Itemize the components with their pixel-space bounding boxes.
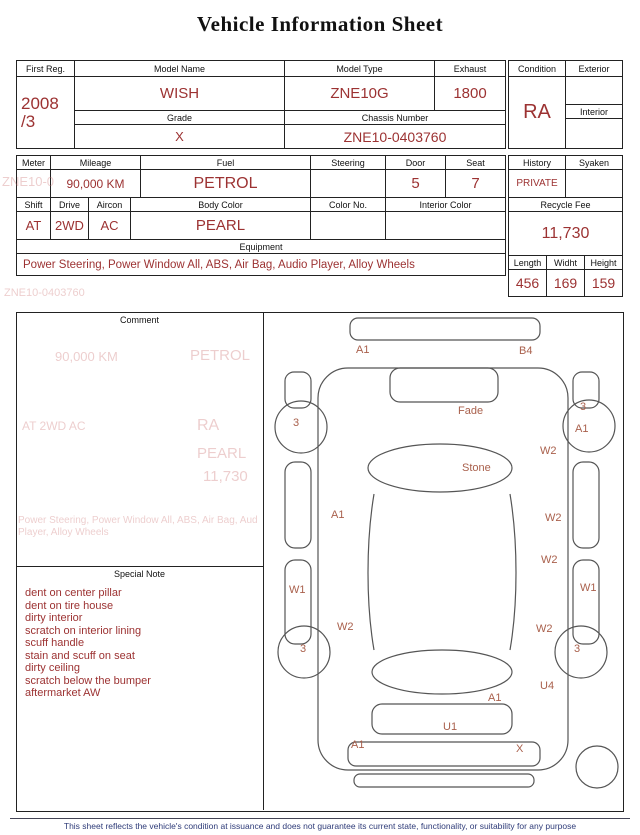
table-recycle-fee — [508, 198, 623, 256]
footer-divider — [10, 818, 630, 819]
seat-label: Seat — [446, 156, 506, 170]
right-front-door-panel-shape — [573, 462, 599, 548]
special-note-item: aftermarket AW — [25, 687, 101, 699]
car-outline-drawing — [270, 312, 634, 812]
damage-mark: A1 — [488, 692, 502, 704]
damage-mark: 3 — [293, 417, 300, 429]
damage-mark: W2 — [337, 621, 354, 633]
color-no-value-empty — [311, 212, 386, 240]
ghost-text: Player, Alloy Wheels — [18, 527, 109, 538]
special-note-item: dirty ceiling — [25, 662, 81, 674]
left-front-door-panel-shape — [285, 462, 311, 548]
drive-label: Drive — [51, 198, 89, 212]
first-reg-label: First Reg. — [17, 61, 75, 77]
damage-mark: B4 — [519, 345, 533, 357]
right-rear-door-panel-shape — [573, 560, 599, 644]
rear-window-shape — [372, 650, 512, 694]
height-value: 159 — [585, 270, 623, 297]
first-reg-year: 2008 — [21, 93, 59, 113]
front-bumper-shape — [350, 318, 540, 340]
footer-disclaimer: This sheet reflects the vehicle's condition at issuance and does not guarantee its current state, functionality, or suitability for any purpose — [63, 821, 577, 831]
body-color-value: PEARL — [131, 212, 311, 240]
chassis-label: Chassis Number — [285, 111, 506, 125]
ghost-text: ZNE10-0 — [2, 174, 55, 189]
damage-mark: 3 — [574, 643, 581, 655]
special-note-list — [16, 587, 263, 700]
aircon-label: Aircon — [89, 198, 131, 212]
ghost-text: AT 2WD AC — [22, 419, 86, 433]
table-registration — [16, 60, 506, 149]
ghost-text: PETROL — [190, 347, 251, 364]
aircon-value: AC — [89, 212, 131, 240]
condition-value: RA — [509, 77, 566, 149]
width-value: 169 — [547, 270, 585, 297]
mileage-value: 90,000 KM — [51, 170, 141, 198]
interior-label: Interior — [566, 105, 623, 119]
ghost-text: PEARL — [197, 445, 247, 462]
special-note-item: scuff handle — [25, 637, 85, 649]
door-label: Door — [386, 156, 446, 170]
damage-mark: W2 — [541, 554, 558, 566]
right-roof-rail-shape — [510, 494, 516, 650]
special-note-item: scratch on interior lining — [25, 624, 142, 637]
drive-value: 2WD — [51, 212, 89, 240]
length-value: 456 — [509, 270, 547, 297]
special-note-item: dent on tire house — [25, 599, 114, 612]
damage-mark: A1 — [575, 423, 589, 435]
left-roof-rail-shape — [368, 494, 374, 650]
fuel-value: PETROL — [141, 170, 311, 198]
car-damage-diagram — [270, 312, 634, 812]
color-no-label: Color No. — [311, 198, 386, 212]
damage-mark: A1 — [351, 739, 365, 751]
exterior-value-empty — [566, 77, 623, 105]
exhaust-value: 1800 — [435, 77, 506, 111]
spare-tire-shape — [576, 746, 618, 788]
table-history — [508, 155, 623, 198]
recycle-fee-value: 11,730 — [509, 212, 623, 256]
table-dimensions — [508, 256, 623, 297]
first-reg-value — [17, 77, 75, 149]
damage-mark: W1 — [289, 584, 306, 596]
height-label: Height — [585, 256, 623, 270]
body-color-label: Body Color — [131, 198, 311, 212]
condition-label: Condition — [509, 61, 566, 77]
ghost-text: 11,730 — [203, 468, 248, 485]
meter-label: Meter — [17, 156, 51, 170]
lower-rear-strip-shape — [354, 774, 534, 787]
grade-label: Grade — [75, 111, 285, 125]
table-equipment — [16, 240, 506, 276]
page-title: Vehicle Information Sheet — [196, 12, 444, 36]
special-note-label: Special Note — [113, 569, 166, 579]
door-value: 5 — [386, 170, 446, 198]
exterior-label: Exterior — [566, 61, 623, 77]
equipment-label: Equipment — [17, 240, 506, 254]
interior-color-label: Interior Color — [386, 198, 506, 212]
steering-label: Steering — [311, 156, 386, 170]
rear-hatch-shape — [372, 704, 512, 734]
syaken-label: Syaken — [566, 156, 623, 170]
damage-mark: W2 — [545, 512, 562, 524]
damage-mark: X — [516, 743, 524, 755]
interior-value-empty — [566, 119, 623, 149]
chassis-value: ZNE10-0403760 — [285, 125, 506, 149]
grade-value: X — [75, 125, 285, 149]
damage-mark: W2 — [536, 623, 553, 635]
table-spec-row2 — [16, 198, 506, 240]
special-note-item: stain and scuff on seat — [25, 649, 135, 662]
interior-color-value-empty — [386, 212, 506, 240]
ghost-text: Power Steering, Power Window All, ABS, Air Bag, Aud — [18, 515, 258, 526]
damage-mark: W1 — [580, 582, 597, 594]
damage-mark: W2 — [540, 445, 557, 457]
model-name-value: WISH — [75, 77, 285, 111]
mileage-label: Mileage — [51, 156, 141, 170]
ghost-text: ZNE10-0403760 — [4, 287, 85, 299]
rear-right-wheel-shape — [555, 626, 607, 678]
special-note-item: scratch below the bumper — [25, 674, 151, 687]
syaken-value-empty — [566, 170, 623, 198]
history-label: History — [509, 156, 566, 170]
meter-value-empty — [17, 170, 51, 198]
comment-box — [16, 312, 264, 567]
length-label: Length — [509, 256, 547, 270]
damage-mark: 3 — [580, 401, 587, 413]
recycle-fee-label: Recycle Fee — [509, 198, 623, 212]
damage-mark: A1 — [331, 509, 345, 521]
front-left-wheel-shape — [275, 401, 327, 453]
ghost-text: RA — [197, 417, 220, 434]
special-note-item: dent on center pillar — [25, 587, 122, 599]
shift-label: Shift — [17, 198, 51, 212]
model-name-label: Model Name — [75, 61, 285, 77]
shift-value: AT — [17, 212, 51, 240]
first-reg-month: /3 — [21, 111, 36, 131]
damage-mark: 3 — [300, 643, 307, 655]
model-type-value: ZNE10G — [285, 77, 435, 111]
ghost-text: 90,000 KM — [55, 349, 118, 364]
damage-mark: Stone — [462, 462, 491, 474]
special-note-box — [16, 566, 264, 810]
exhaust-label: Exhaust — [435, 61, 506, 77]
width-label: Widht — [547, 256, 585, 270]
table-spec-row1 — [16, 155, 506, 198]
fuel-label: Fuel — [141, 156, 311, 170]
damage-mark: U4 — [540, 680, 555, 692]
steering-value-empty — [311, 170, 386, 198]
comment-label: Comment — [119, 315, 159, 325]
table-condition — [508, 60, 623, 149]
body-outline-shape — [318, 368, 568, 770]
damage-mark: Fade — [458, 405, 484, 417]
model-type-label: Model Type — [285, 61, 435, 77]
damage-mark: A1 — [356, 344, 370, 356]
history-value: PRIVATE — [509, 170, 566, 198]
seat-value: 7 — [446, 170, 506, 198]
damage-mark: U1 — [443, 721, 458, 733]
rear-bumper-shape — [348, 739, 540, 766]
equipment-value: Power Steering, Power Window All, ABS, Air Bag, Audio Player, Alloy Wheels — [17, 254, 506, 276]
hood-shape — [390, 368, 498, 402]
special-note-item: dirty interior — [25, 612, 83, 624]
left-front-fender-shape — [285, 372, 311, 408]
